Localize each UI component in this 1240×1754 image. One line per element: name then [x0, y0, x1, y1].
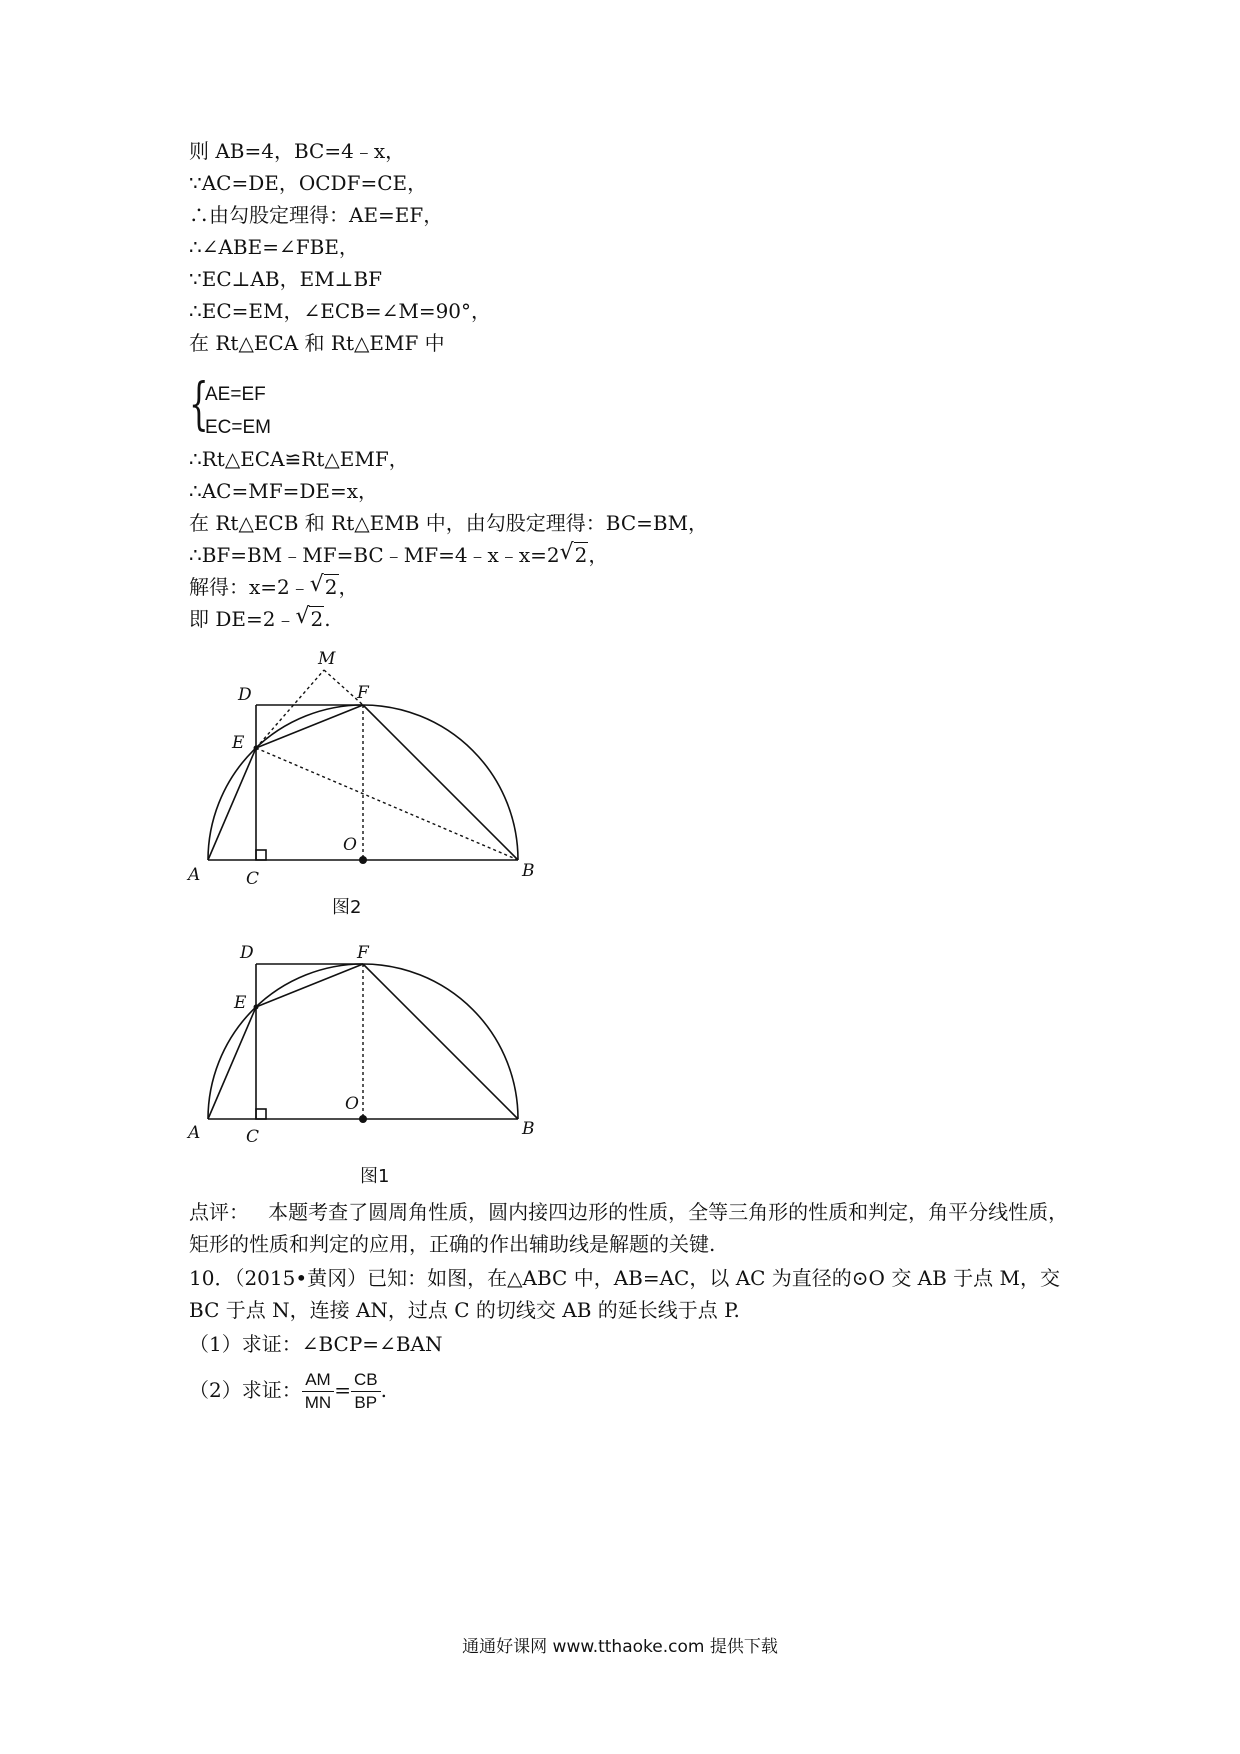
solution-line-3: ∴由勾股定理得：AE=EF， [189, 203, 444, 227]
radicand: 2 [310, 607, 324, 631]
center-point-o [359, 856, 367, 864]
label-b: B [522, 861, 535, 881]
bf-prefix: ∴BF=BM﹣MF=BC﹣MF=4﹣x﹣x=2 [189, 543, 560, 567]
sqrt-expression [310, 572, 339, 602]
fraction-denominator: BP [354, 1393, 378, 1412]
label-c: C [246, 1127, 260, 1147]
label-c: C [246, 869, 260, 889]
label-m: M [318, 649, 336, 669]
segment-ef [256, 964, 363, 1007]
segment-ae [208, 748, 256, 860]
solution-line-6: ∴EC=EM，∠ECB=∠M=90°， [189, 299, 492, 323]
figure-2-diagram [180, 648, 560, 890]
bf-suffix: ， [588, 543, 609, 567]
solution-line-solve [189, 572, 359, 602]
segment-fb [363, 964, 518, 1119]
figure-1-diagram [180, 934, 560, 1154]
dotted-em [256, 670, 324, 748]
solution-line-7: 在 Rt△ECA 和 Rt△EMF 中 [189, 331, 445, 355]
fraction-denominator: MN [304, 1393, 332, 1412]
label-f: F [357, 943, 369, 963]
page-footer: 通通好课网 www.tthaoke.com 提供下载 [462, 1637, 778, 1657]
point-e [254, 746, 259, 751]
problem-part-2 [189, 1362, 1069, 1418]
label-f: F [357, 683, 369, 703]
problem-10-statement: 10．（2015•黄冈）已知：如图，在△ABC 中，AB=AC，以 AC 为直径的⊙O 交 AB 于点 M，交 BC 于点 N，连接 AN，过点 C 的切线交 AB 的延长线于点 P. [189, 1266, 1061, 1322]
label-d: D [238, 685, 252, 705]
comment-label: 点评： [189, 1200, 249, 1224]
system-equation-2: EC=EM [205, 417, 271, 438]
radicand: 2 [574, 543, 588, 567]
left-brace-icon: { [189, 372, 209, 437]
problem-part-1: （1）求证：∠BCP=∠BAN [189, 1332, 443, 1356]
solution-line-8: ∴Rt△ECA≌Rt△EMF， [189, 447, 409, 471]
equals-sign: = [334, 1378, 351, 1402]
solution-line-1: 则 AB=4，BC=4﹣x， [189, 139, 406, 163]
solution-line-bf [189, 540, 608, 570]
center-point-o [359, 1115, 367, 1123]
solution-line-5: ∵EC⊥AB，EM⊥BF [189, 267, 383, 291]
point-e [254, 1005, 259, 1010]
right-angle-marker [256, 850, 266, 860]
label-o: O [345, 1094, 359, 1114]
fraction-am-mn [302, 1369, 334, 1414]
label-b: B [522, 1119, 535, 1139]
part-2-prefix: （2）求证： [189, 1378, 302, 1402]
label-d: D [240, 943, 254, 963]
de-suffix: . [324, 607, 331, 631]
semicircle-arc [208, 964, 518, 1119]
sqrt-expression [560, 540, 589, 570]
comment-paragraph [189, 1196, 1069, 1260]
right-angle-marker [256, 1109, 266, 1119]
segment-ae [208, 1007, 256, 1119]
fraction-cb-bp [351, 1369, 381, 1414]
solution-line-de [189, 604, 331, 634]
fraction-numerator: AM [302, 1369, 334, 1392]
solve-suffix: ， [338, 575, 359, 599]
label-e: E [234, 993, 247, 1013]
solution-line-9: ∴AC=MF=DE=x， [189, 479, 379, 503]
label-a: A [188, 865, 201, 885]
system-equation-1: AE=EF [205, 384, 266, 405]
label-a: A [188, 1123, 201, 1143]
figure-2-caption: 图2 [332, 897, 362, 918]
fraction-numerator: CB [351, 1369, 381, 1392]
de-prefix: 即 DE=2﹣ [189, 607, 296, 631]
solution-line-2: ∵AC=DE，OCDF=CE， [189, 171, 428, 195]
figure-1-caption: 图1 [360, 1166, 390, 1187]
segment-ef [256, 705, 363, 748]
label-e: E [232, 733, 245, 753]
solution-line-4: ∴∠ABE=∠FBE， [189, 235, 359, 259]
solve-prefix: 解得：x=2﹣ [189, 575, 310, 599]
label-o: O [343, 835, 357, 855]
comment-text: 本题考查了圆周角性质，圆内接四边形的性质，全等三角形的性质和判定，角平分线性质，矩形的性质和判定的应用，正确的作出辅助线是解题的关键. [189, 1200, 1069, 1256]
sqrt-expression [295, 604, 324, 634]
radicand: 2 [324, 575, 338, 599]
segment-fb [363, 705, 518, 860]
semicircle-arc [208, 705, 518, 860]
dotted-eb [256, 748, 518, 860]
solution-line-10: 在 Rt△ECB 和 Rt△EMB 中，由勾股定理得：BC=BM， [189, 511, 709, 535]
part-2-suffix: . [380, 1378, 387, 1402]
